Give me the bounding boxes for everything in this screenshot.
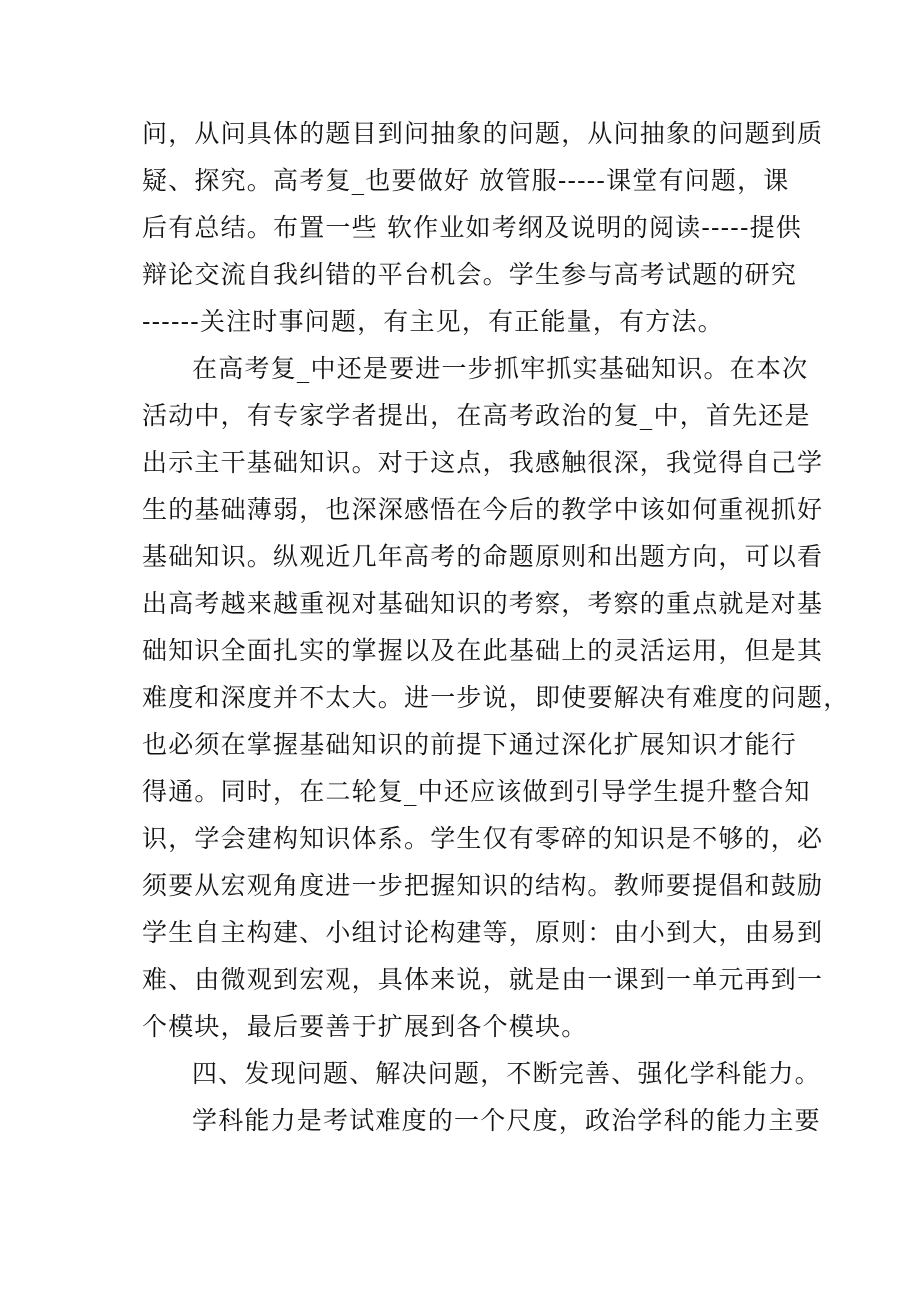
text-line-21: 四、发现问题、解决问题，不断完善、强化学科能力。 <box>192 1059 821 1088</box>
text-line-20: 个模块，最后要善于扩展到各个模块。 <box>142 1012 588 1041</box>
text-line-18: 学生自主构建、小组讨论构建等，原则：由小到大，由易到 <box>142 918 824 947</box>
text-line-14: 也必须在掌握基础知识的前提下通过深化扩展知识才能行 <box>142 730 798 759</box>
text-line-15: 得通。同时，在二轮复_中还应该做到引导学生提升整合知 <box>142 777 811 806</box>
text-line-9: 生的基础薄弱，也深深感悟在今后的教学中该如何重视抓好 <box>142 495 824 524</box>
text-line-6: 在高考复_中还是要进一步抓牢抓实基础知识。在本次 <box>192 354 809 383</box>
text-line-4: 辩论交流自我纠错的平台机会。学生参与高考试题的研究 <box>142 260 798 289</box>
text-line-1: 问，从问具体的题目到问抽象的问题，从问抽象的问题到质 <box>142 119 824 148</box>
text-line-13: 难度和深度并不太大。进一步说，即使要解决有难度的问题， <box>142 683 850 712</box>
text-line-10: 基础知识。纵观近几年高考的命题原则和出题方向，可以看 <box>142 542 824 571</box>
document-body-text <box>142 110 850 1144</box>
text-line-11: 出高考越来越重视对基础知识的考察，考察的重点就是对基 <box>142 589 824 618</box>
text-line-7: 活动中，有专家学者提出，在高考政治的复_中，首先还是 <box>142 401 811 430</box>
text-line-5: ------关注时事问题，有主见，有正能量，有方法。 <box>142 307 724 336</box>
text-line-8: 出示主干基础知识。对于这点，我感触很深，我觉得自己学 <box>142 448 824 477</box>
text-line-17: 须要从宏观角度进一步把握知识的结构。教师要提倡和鼓励 <box>142 871 824 900</box>
text-line-3: 后有总结。布置一些 软作业如考纲及说明的阅读-----提供 <box>142 213 802 242</box>
text-line-16: 识，学会建构知识体系。学生仅有零碎的知识是不够的，必 <box>142 824 824 853</box>
text-line-19: 难、由微观到宏观，具体来说，就是由一课到一单元再到一 <box>142 965 824 994</box>
text-line-12: 础知识全面扎实的掌握以及在此基础上的灵活运用，但是其 <box>142 636 824 665</box>
text-line-2: 疑、探究。高考复_也要做好 放管服-----课堂有问题，课 <box>142 166 790 195</box>
text-line-22: 学科能力是考试难度的一个尺度，政治学科的能力主要 <box>192 1106 821 1135</box>
